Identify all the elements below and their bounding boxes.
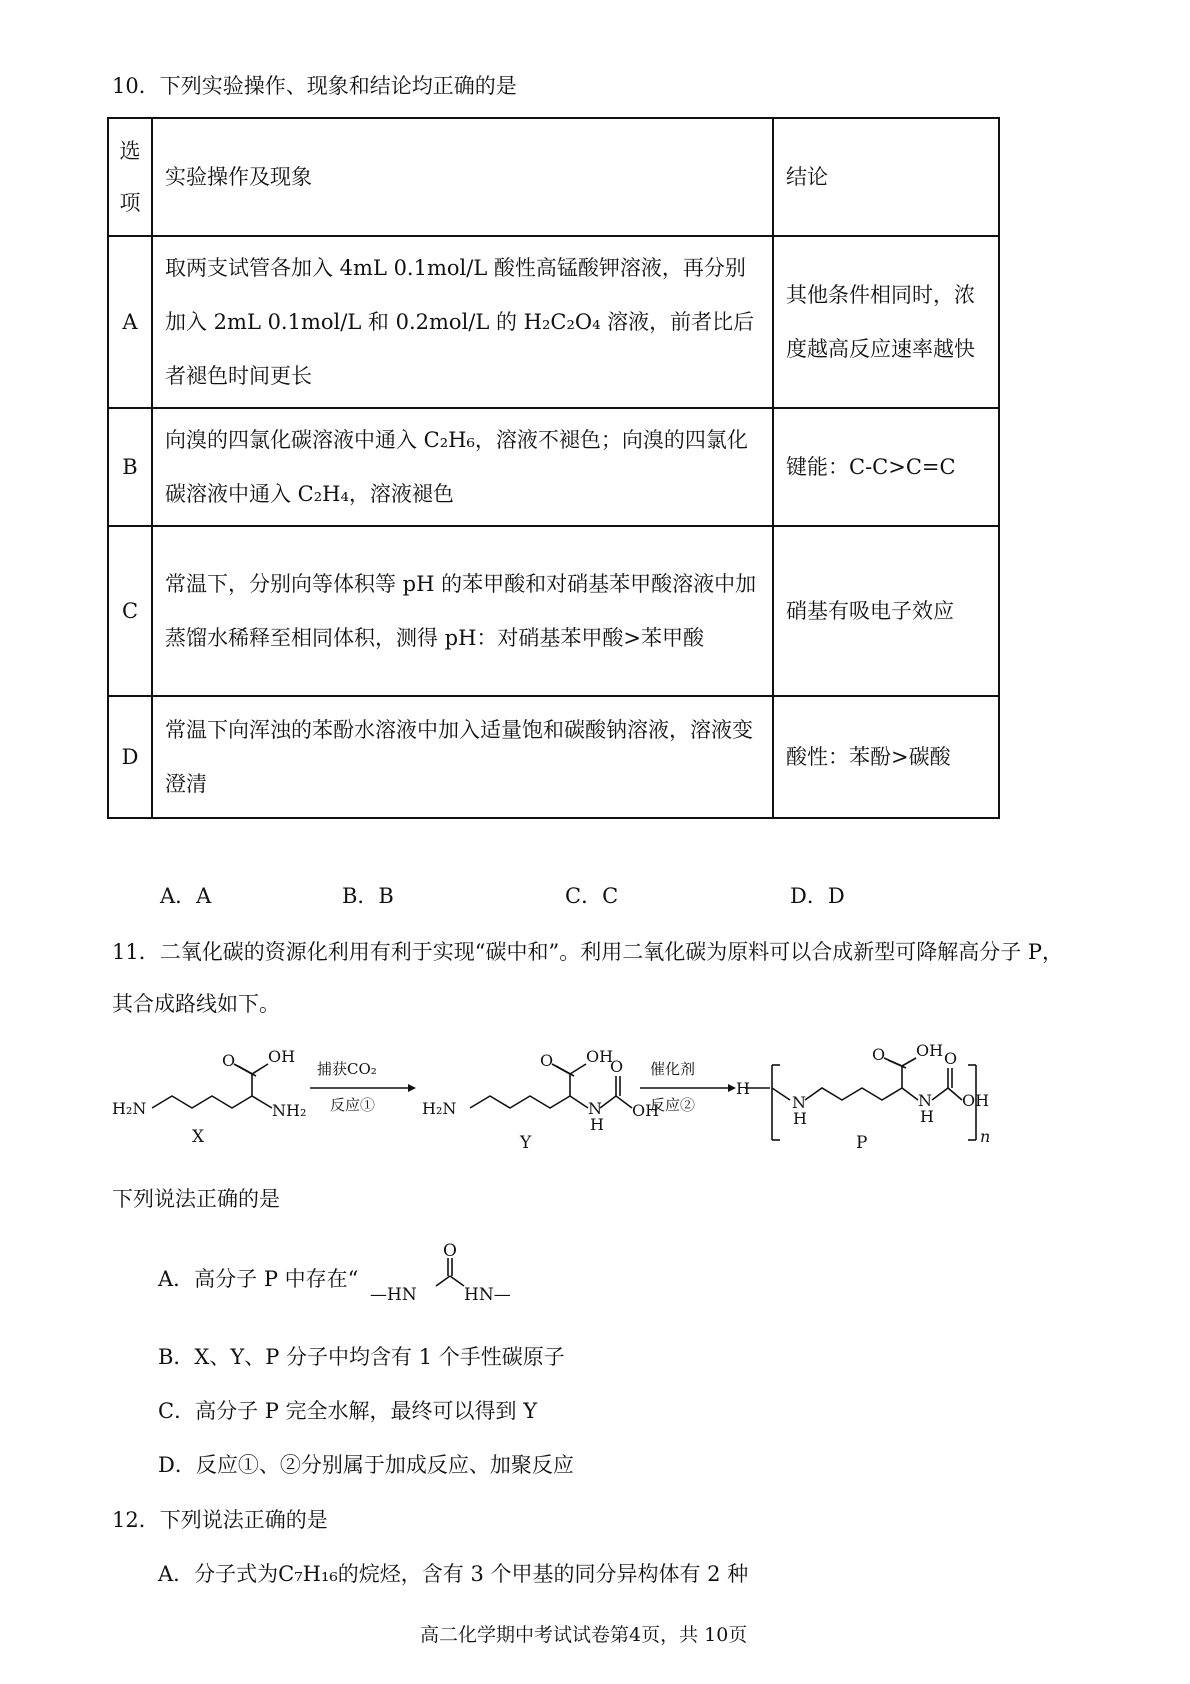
- p-n-subscript: n: [980, 1127, 991, 1146]
- y-o: O: [540, 1051, 554, 1070]
- q11-title-line2: 其合成路线如下。: [112, 992, 280, 1016]
- y-label: Y: [520, 1133, 532, 1153]
- arrow-1-top: 捕获CO₂: [317, 1060, 377, 1078]
- q11-option-d[interactable]: D．反应①、②分别属于加成反应、加聚反应: [158, 1453, 574, 1477]
- y-o2: O: [610, 1057, 624, 1076]
- arrow-1-bottom: 反应①: [330, 1096, 376, 1114]
- p-nh: H: [793, 1109, 807, 1128]
- page-footer: 高二化学期中考试试卷第4页，共 10页: [420, 1624, 748, 1646]
- table-row: [108, 526, 999, 696]
- row-operation: 取两支试管各加入 4mL 0.1mol/L 酸性高锰酸钾溶液，再分别加入 2mL 0.1mol/L 和 0.2mol/L 的 H₂C₂O₄ 溶液，前者比后者褪色时间更长: [152, 236, 773, 408]
- row-option: C: [108, 526, 152, 696]
- q10-choice-c[interactable]: C．C: [565, 884, 619, 908]
- row-conclusion: 酸性：苯酚>碳酸: [773, 696, 999, 818]
- urea-hn-left: —HN: [370, 1285, 417, 1305]
- q10-choice-d[interactable]: D．D: [790, 884, 845, 908]
- header-operation: 实验操作及现象: [152, 118, 773, 236]
- x-label: X: [192, 1127, 205, 1147]
- urea-o: O: [443, 1241, 457, 1261]
- arrow-2-top: 催化剂: [650, 1060, 696, 1078]
- synthesis-scheme: [110, 1030, 1110, 1170]
- y-oh2: OH: [632, 1101, 660, 1120]
- q10-title: 10．下列实验操作、现象和结论均正确的是: [112, 74, 517, 98]
- row-operation: 常温下向浑浊的苯酚水溶液中加入适量饱和碳酸钠溶液，溶液变澄清: [152, 696, 773, 818]
- x-h2n: H₂N: [112, 1099, 147, 1118]
- p-o: O: [872, 1045, 886, 1064]
- p-h: H: [736, 1079, 750, 1098]
- row-conclusion: 键能：C-C>C=C: [773, 408, 999, 526]
- urea-linkage-structure: [370, 1240, 550, 1310]
- x-o: O: [222, 1051, 236, 1070]
- row-option: B: [108, 408, 152, 526]
- row-conclusion: 其他条件相同时，浓度越高反应速率越快: [773, 236, 999, 408]
- q11-option-c[interactable]: C．高分子 P 完全水解，最终可以得到 Y: [158, 1399, 538, 1423]
- q10-choice-b[interactable]: B．B: [342, 884, 394, 908]
- q11-prompt: 下列说法正确的是: [112, 1187, 280, 1211]
- p-o2: O: [944, 1049, 958, 1068]
- y-n: N: [588, 1099, 602, 1118]
- row-option: A: [108, 236, 152, 408]
- p-oh: OH: [916, 1041, 944, 1060]
- p-n: N: [792, 1093, 806, 1112]
- row-conclusion: 硝基有吸电子效应: [773, 526, 999, 696]
- p-oh2: OH: [962, 1091, 990, 1110]
- y-h2n: H₂N: [422, 1099, 457, 1118]
- row-operation: 向溴的四氯化碳溶液中通入 C₂H₆，溶液不褪色；向溴的四氯化碳溶液中通入 C₂H₄，溶液褪色: [152, 408, 773, 526]
- header-option-top: 选: [119, 139, 141, 163]
- p-n2: N: [918, 1091, 932, 1110]
- experiment-table: [107, 117, 1000, 819]
- x-oh: OH: [268, 1047, 296, 1066]
- row-option: D: [108, 696, 152, 818]
- header-option-bottom: 项: [119, 191, 141, 215]
- table-row: [108, 696, 999, 818]
- table-row: [108, 408, 999, 526]
- y-h: H: [590, 1115, 604, 1134]
- header-conclusion: 结论: [773, 118, 999, 236]
- q12-option-a[interactable]: A．分子式为C₇H₁₆的烷烃，含有 3 个甲基的同分异构体有 2 种: [158, 1562, 749, 1586]
- y-oh: OH: [586, 1047, 614, 1066]
- x-nh2: NH₂: [272, 1101, 307, 1120]
- q11-option-a-prefix[interactable]: A．高分子 P 中存在“: [158, 1267, 359, 1291]
- q12-title: 12．下列说法正确的是: [112, 1508, 328, 1532]
- q10-choice-a[interactable]: A．A: [160, 884, 212, 908]
- table-row: [108, 236, 999, 408]
- p-label: P: [856, 1133, 868, 1153]
- arrow-2-bottom: 反应②: [650, 1096, 696, 1114]
- header-option: [108, 118, 152, 236]
- p-nh2: H: [920, 1107, 934, 1126]
- q11-option-b[interactable]: B．X、Y、P 分子中均含有 1 个手性碳原子: [158, 1345, 565, 1369]
- q11-title-line1: 11．二氧化碳的资源化利用有利于实现“碳中和”。利用二氧化碳为原料可以合成新型可降解高分子 P，: [112, 940, 1063, 964]
- table-header-row: [108, 118, 999, 236]
- urea-hn-right: HN—: [464, 1285, 511, 1305]
- x-chain: [152, 1096, 252, 1108]
- row-operation: 常温下，分别向等体积等 pH 的苯甲酸和对硝基苯甲酸溶液中加蒸馏水稀释至相同体积，测得 pH：对硝基苯甲酸>苯甲酸: [152, 526, 773, 696]
